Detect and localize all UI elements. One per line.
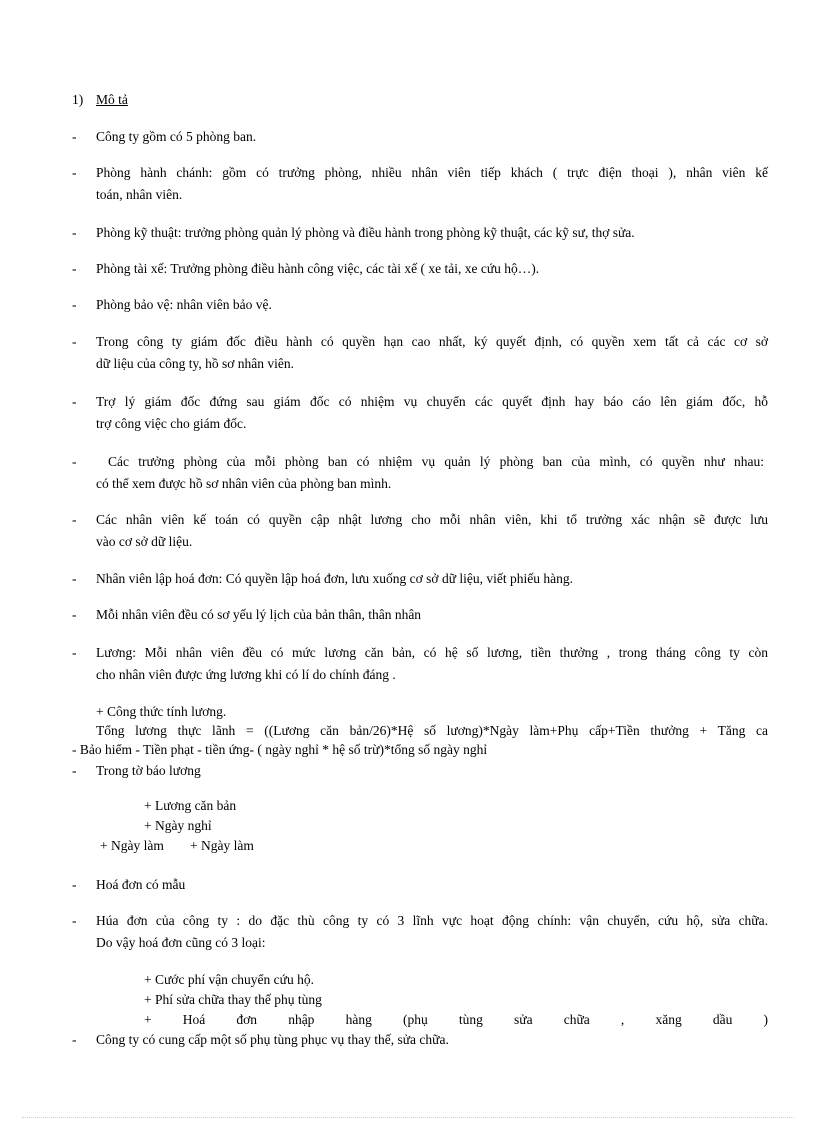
bullet-dash: - — [72, 1032, 77, 1047]
item-text: dữ liệu của công ty, hồ sơ nhân viên. — [96, 356, 295, 371]
bullet-dash: - — [72, 645, 77, 660]
item-text: Lương: Mỗi nhân viên đều có mức lương căn bản, có hệ số lương, tiền thưởng , trong tháng công ty còn — [96, 645, 768, 660]
item-text: Công ty gồm có 5 phòng ban. — [96, 129, 257, 144]
bullet-dash: - — [72, 877, 77, 892]
item-text: vào cơ sở dữ liệu. — [96, 534, 193, 549]
item-text: Các trưởng phòng của mỗi phòng ban có nhiệm vụ quản lý phòng ban của mình, có quyền như nhau: — [108, 454, 764, 469]
invoice-type: + Phí sửa chữa thay thế phụ tùng — [144, 992, 322, 1007]
invoice-title: Hoá đơn có mẫu — [96, 877, 186, 892]
page-bottom-border — [22, 1117, 794, 1118]
bullet-dash: - — [72, 225, 77, 240]
bullet-dash: - — [72, 571, 77, 586]
item-text: Phòng hành chánh: gồm có trưởng phòng, nhiều nhân viên tiếp khách ( trực điện thoại ), nhân viên kế — [96, 165, 768, 180]
bullet-dash: - — [72, 394, 77, 409]
payslip-field: + Lương căn bản — [144, 798, 237, 813]
item-text: Trợ lý giám đốc đứng sau giám đốc có nhiệm vụ chuyển các quyết định hay báo cáo lên giám đốc, hỗ — [96, 394, 768, 409]
item-text: Phòng bảo vệ: nhân viên bảo vệ. — [96, 297, 272, 312]
payslip-title: Trong tờ báo lương — [96, 763, 201, 778]
section-title: Mô tả — [96, 92, 128, 107]
bullet-dash: - — [72, 334, 77, 349]
payslip-field: + Ngày làm — [190, 838, 254, 853]
section-number: 1) — [72, 92, 84, 107]
bullet-dash: - — [72, 297, 77, 312]
item-text: Mỗi nhân viên đều có sơ yếu lý lịch của bản thân, thân nhân — [96, 607, 422, 622]
payslip-field: + Ngày làm — [100, 838, 164, 853]
bullet-dash: - — [72, 763, 77, 778]
formula-line-2: - Bảo hiểm - Tiền phạt - tiền ứng- ( ngày nghỉ * hệ số trừ)*tổng số ngày nghỉ — [72, 742, 488, 757]
item-text: toán, nhân viên. — [96, 187, 183, 202]
bullet-dash: - — [72, 261, 77, 276]
invoice-type: + Cước phí vận chuyển cứu hộ. — [144, 972, 314, 987]
payslip-field: + Ngày nghỉ — [144, 818, 212, 833]
item-text: Công ty có cung cấp một số phụ tùng phục vụ thay thế, sửa chữa. — [96, 1032, 449, 1047]
invoice-desc: Húa đơn của công ty : do đặc thù công ty có 3 lĩnh vực hoạt động chính: vận chuyển, cứu hộ, sửa chữa. — [96, 913, 768, 928]
item-text: có thể xem được hồ sơ nhân viên của phòng ban mình. — [96, 476, 392, 491]
invoice-desc: Do vậy hoá đơn cũng có 3 loại: — [96, 935, 266, 950]
bullet-dash: - — [72, 129, 77, 144]
bullet-dash: - — [72, 607, 77, 622]
invoice-type: + Hoá đơn nhập hàng (phụ tùng sửa chữa , xăng dầu ) — [144, 1012, 768, 1027]
item-text: trợ công việc cho giám đốc. — [96, 416, 247, 431]
bullet-dash: - — [72, 165, 77, 180]
item-text: Phòng kỹ thuật: trưởng phòng quản lý phòng và điều hành trong phòng kỹ thuật, các kỹ sư, thợ sửa. — [96, 225, 635, 240]
item-text: Trong công ty giám đốc điều hành có quyền hạn cao nhất, ký quyết định, có quyền xem tất cả các cơ sở — [96, 334, 768, 349]
item-text: cho nhân viên được ứng lương khi có lí do chính đáng . — [96, 667, 396, 682]
item-text: Nhân viên lập hoá đơn: Có quyền lập hoá đơn, lưu xuống cơ sở dữ liệu, viết phiếu hàng. — [96, 571, 573, 586]
formula-line-1: Tổng lương thực lãnh = ((Lương căn bản/26)*Hệ số lương)*Ngày làm+Phụ cấp+Tiền thưởng + Tăng ca — [96, 723, 768, 738]
bullet-dash: - — [72, 913, 77, 928]
item-text: Phòng tài xế: Trưởng phòng điều hành công việc, các tài xế ( xe tải, xe cứu hộ…). — [96, 261, 540, 276]
formula-title: + Công thức tính lương. — [96, 704, 227, 719]
item-text: Các nhân viên kế toán có quyền cập nhật lương cho mỗi nhân viên, khi tổ trưởng xác nhận sẽ được lưu — [96, 512, 768, 527]
bullet-dash: - — [72, 454, 77, 469]
bullet-dash: - — [72, 512, 77, 527]
